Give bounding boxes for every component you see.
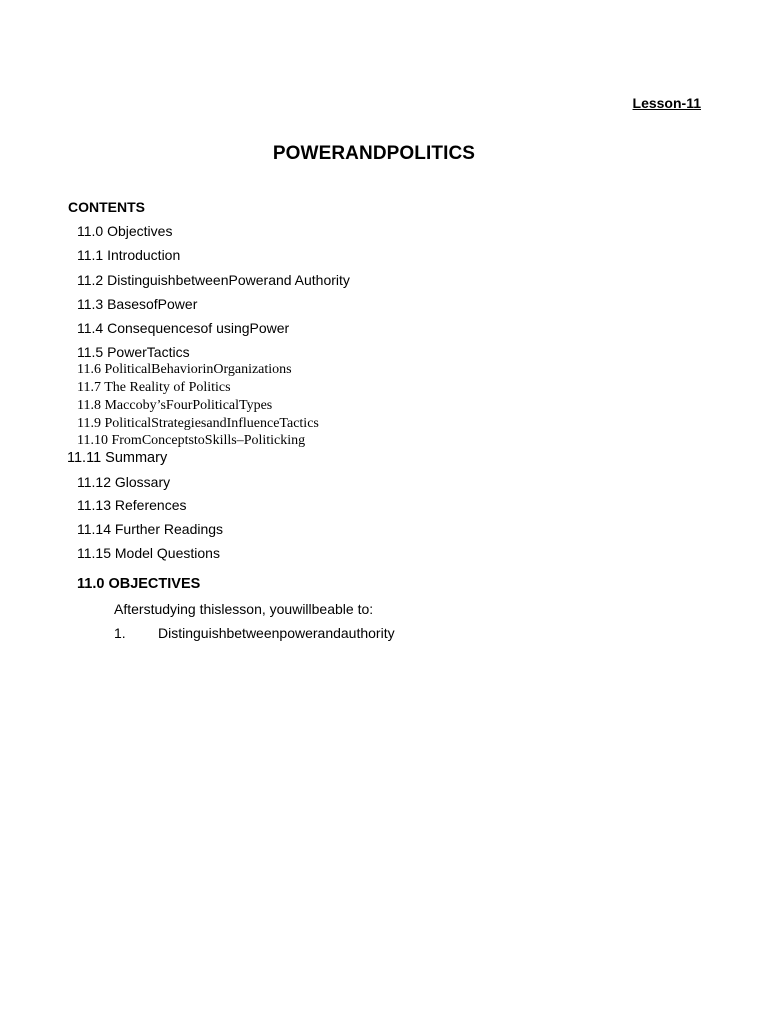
- toc-item: 11.10 FromConceptstoSkills–Politicking: [77, 433, 306, 448]
- toc-item: 11.11 Summary: [67, 450, 168, 466]
- toc-item: 11.5 PowerTactics: [77, 344, 190, 360]
- toc-item: 11.9 PoliticalStrategiesandInfluenceTactics: [77, 416, 319, 431]
- toc-item: 11.4 Consequencesof usingPower: [77, 320, 290, 336]
- toc-item: 11.2 DistinguishbetweenPowerand Authority: [77, 272, 350, 288]
- toc-item: 11.14 Further Readings: [77, 521, 224, 537]
- objectives-heading: 11.0 OBJECTIVES: [77, 576, 201, 592]
- page-title: POWERANDPOLITICS: [272, 143, 476, 164]
- contents-heading: CONTENTS: [68, 199, 145, 215]
- toc-item: 11.6 PoliticalBehaviorinOrganizations: [77, 362, 292, 377]
- objectives-intro: Afterstudying thislesson, youwillbeable to:: [114, 601, 374, 617]
- toc-item: 11.15 Model Questions: [77, 545, 220, 561]
- toc-item: 11.13 References: [77, 497, 187, 513]
- toc-item: 11.12 Glossary: [77, 474, 171, 490]
- toc-item: 11.3 BasesofPower: [77, 296, 198, 312]
- toc-item: 11.1 Introduction: [77, 247, 181, 263]
- toc-item: 11.0 Objectives: [77, 223, 173, 239]
- objective-text: Distinguishbetweenpowerandauthority: [158, 625, 395, 641]
- toc-item: 11.7 The Reality of Politics: [77, 380, 231, 395]
- toc-item: 11.8 Maccoby’sFourPoliticalTypes: [77, 398, 273, 413]
- lesson-label: Lesson-11: [632, 95, 701, 111]
- objective-number: 1.: [114, 625, 126, 641]
